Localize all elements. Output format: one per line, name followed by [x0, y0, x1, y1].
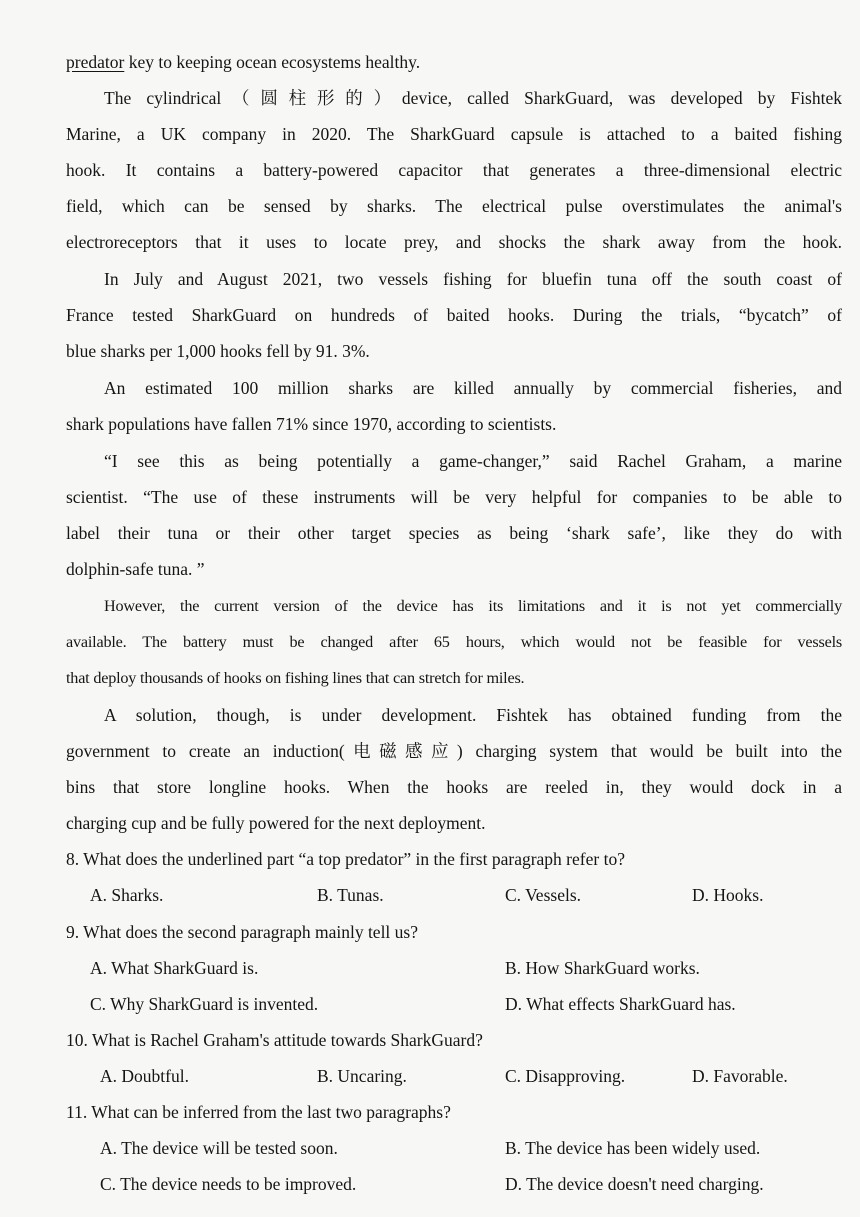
passage-line: electroreceptors that it uses to locate prey, and shocks the shark away from the hook.: [66, 232, 842, 252]
passage-line: An estimated 100 million sharks are killed annually by commercial fisheries, and: [104, 378, 842, 398]
option-d[interactable]: D. Favorable.: [692, 1066, 788, 1086]
passage-line: Marine, a UK company in 2020. The SharkGuard capsule is attached to a baited fishing: [66, 124, 842, 144]
passage-line: dolphin-safe tuna. ”: [66, 559, 205, 579]
passage-line: The cylindrical（圆柱形的）device, called SharkGuard, was developed by Fishtek: [104, 88, 842, 108]
option-d[interactable]: D. What effects SharkGuard has.: [505, 994, 736, 1014]
option-b[interactable]: B. Uncaring.: [317, 1066, 407, 1086]
passage-line: shark populations have fallen 71% since 1970, according to scientists.: [66, 414, 557, 434]
passage-line: field, which can be sensed by sharks. The electrical pulse overstimulates the animal's: [66, 196, 842, 216]
passage-line: that deploy thousands of hooks on fishing lines that can stretch for miles.: [66, 669, 525, 687]
option-c[interactable]: C. The device needs to be improved.: [100, 1174, 357, 1194]
passage-line: label their tuna or their other target species as being ‘shark safe’, like they do with: [66, 523, 842, 543]
passage-line: charging cup and be fully powered for the next deployment.: [66, 813, 486, 833]
option-d[interactable]: D. Hooks.: [692, 885, 764, 905]
option-a[interactable]: A. Doubtful.: [100, 1066, 189, 1086]
underlined-word: predator: [66, 52, 125, 72]
question-stem: 11. What can be inferred from the last two paragraphs?: [66, 1102, 451, 1122]
passage-line: bins that store longline hooks. When the hooks are reeled in, they would dock in a: [66, 777, 842, 797]
passage-line: A solution, though, is under development. Fishtek has obtained funding from the: [104, 705, 842, 725]
option-c[interactable]: C. Why SharkGuard is invented.: [90, 994, 319, 1014]
option-b[interactable]: B. Tunas.: [317, 885, 384, 905]
passage-line: France tested SharkGuard on hundreds of baited hooks. During the trials, “bycatch” of: [66, 305, 842, 325]
question-stem: 10. What is Rachel Graham's attitude towards SharkGuard?: [66, 1030, 483, 1050]
cropped-footer: [320, 1207, 620, 1217]
question-stem: 8. What does the underlined part “a top predator” in the first paragraph refer to?: [66, 849, 625, 869]
option-a[interactable]: A. The device will be tested soon.: [100, 1138, 338, 1158]
passage-line: available. The battery must be changed after 65 hours, which would not be feasible for vessels: [66, 633, 842, 651]
option-c[interactable]: C. Disapproving.: [505, 1066, 626, 1086]
passage-line: blue sharks per 1,000 hooks fell by 91. 3%.: [66, 341, 370, 361]
passage-line: [66, 50, 842, 74]
passage-line: hook. It contains a battery-powered capacitor that generates a three-dimensional electric: [66, 160, 842, 180]
option-b[interactable]: B. The device has been widely used.: [505, 1138, 761, 1158]
passage-line: government to create an induction(电磁感应) charging system that would be built into the: [66, 741, 842, 761]
passage-text: key to keeping ocean ecosystems healthy.: [124, 52, 421, 72]
passage-line: “I see this as being potentially a game-changer,” said Rachel Graham, a marine: [104, 451, 842, 471]
passage-line: scientist. “The use of these instruments will be very helpful for companies to be able to: [66, 487, 842, 507]
option-c[interactable]: C. Vessels.: [505, 885, 582, 905]
passage-line: In July and August 2021, two vessels fishing for bluefin tuna off the south coast of: [104, 269, 842, 289]
option-b[interactable]: B. How SharkGuard works.: [505, 958, 700, 978]
option-a[interactable]: A. Sharks.: [90, 885, 164, 905]
option-a[interactable]: A. What SharkGuard is.: [90, 958, 259, 978]
question-stem: 9. What does the second paragraph mainly tell us?: [66, 922, 418, 942]
option-d[interactable]: D. The device doesn't need charging.: [505, 1174, 764, 1194]
passage-line: However, the current version of the device has its limitations and it is not yet commercially: [104, 597, 842, 615]
